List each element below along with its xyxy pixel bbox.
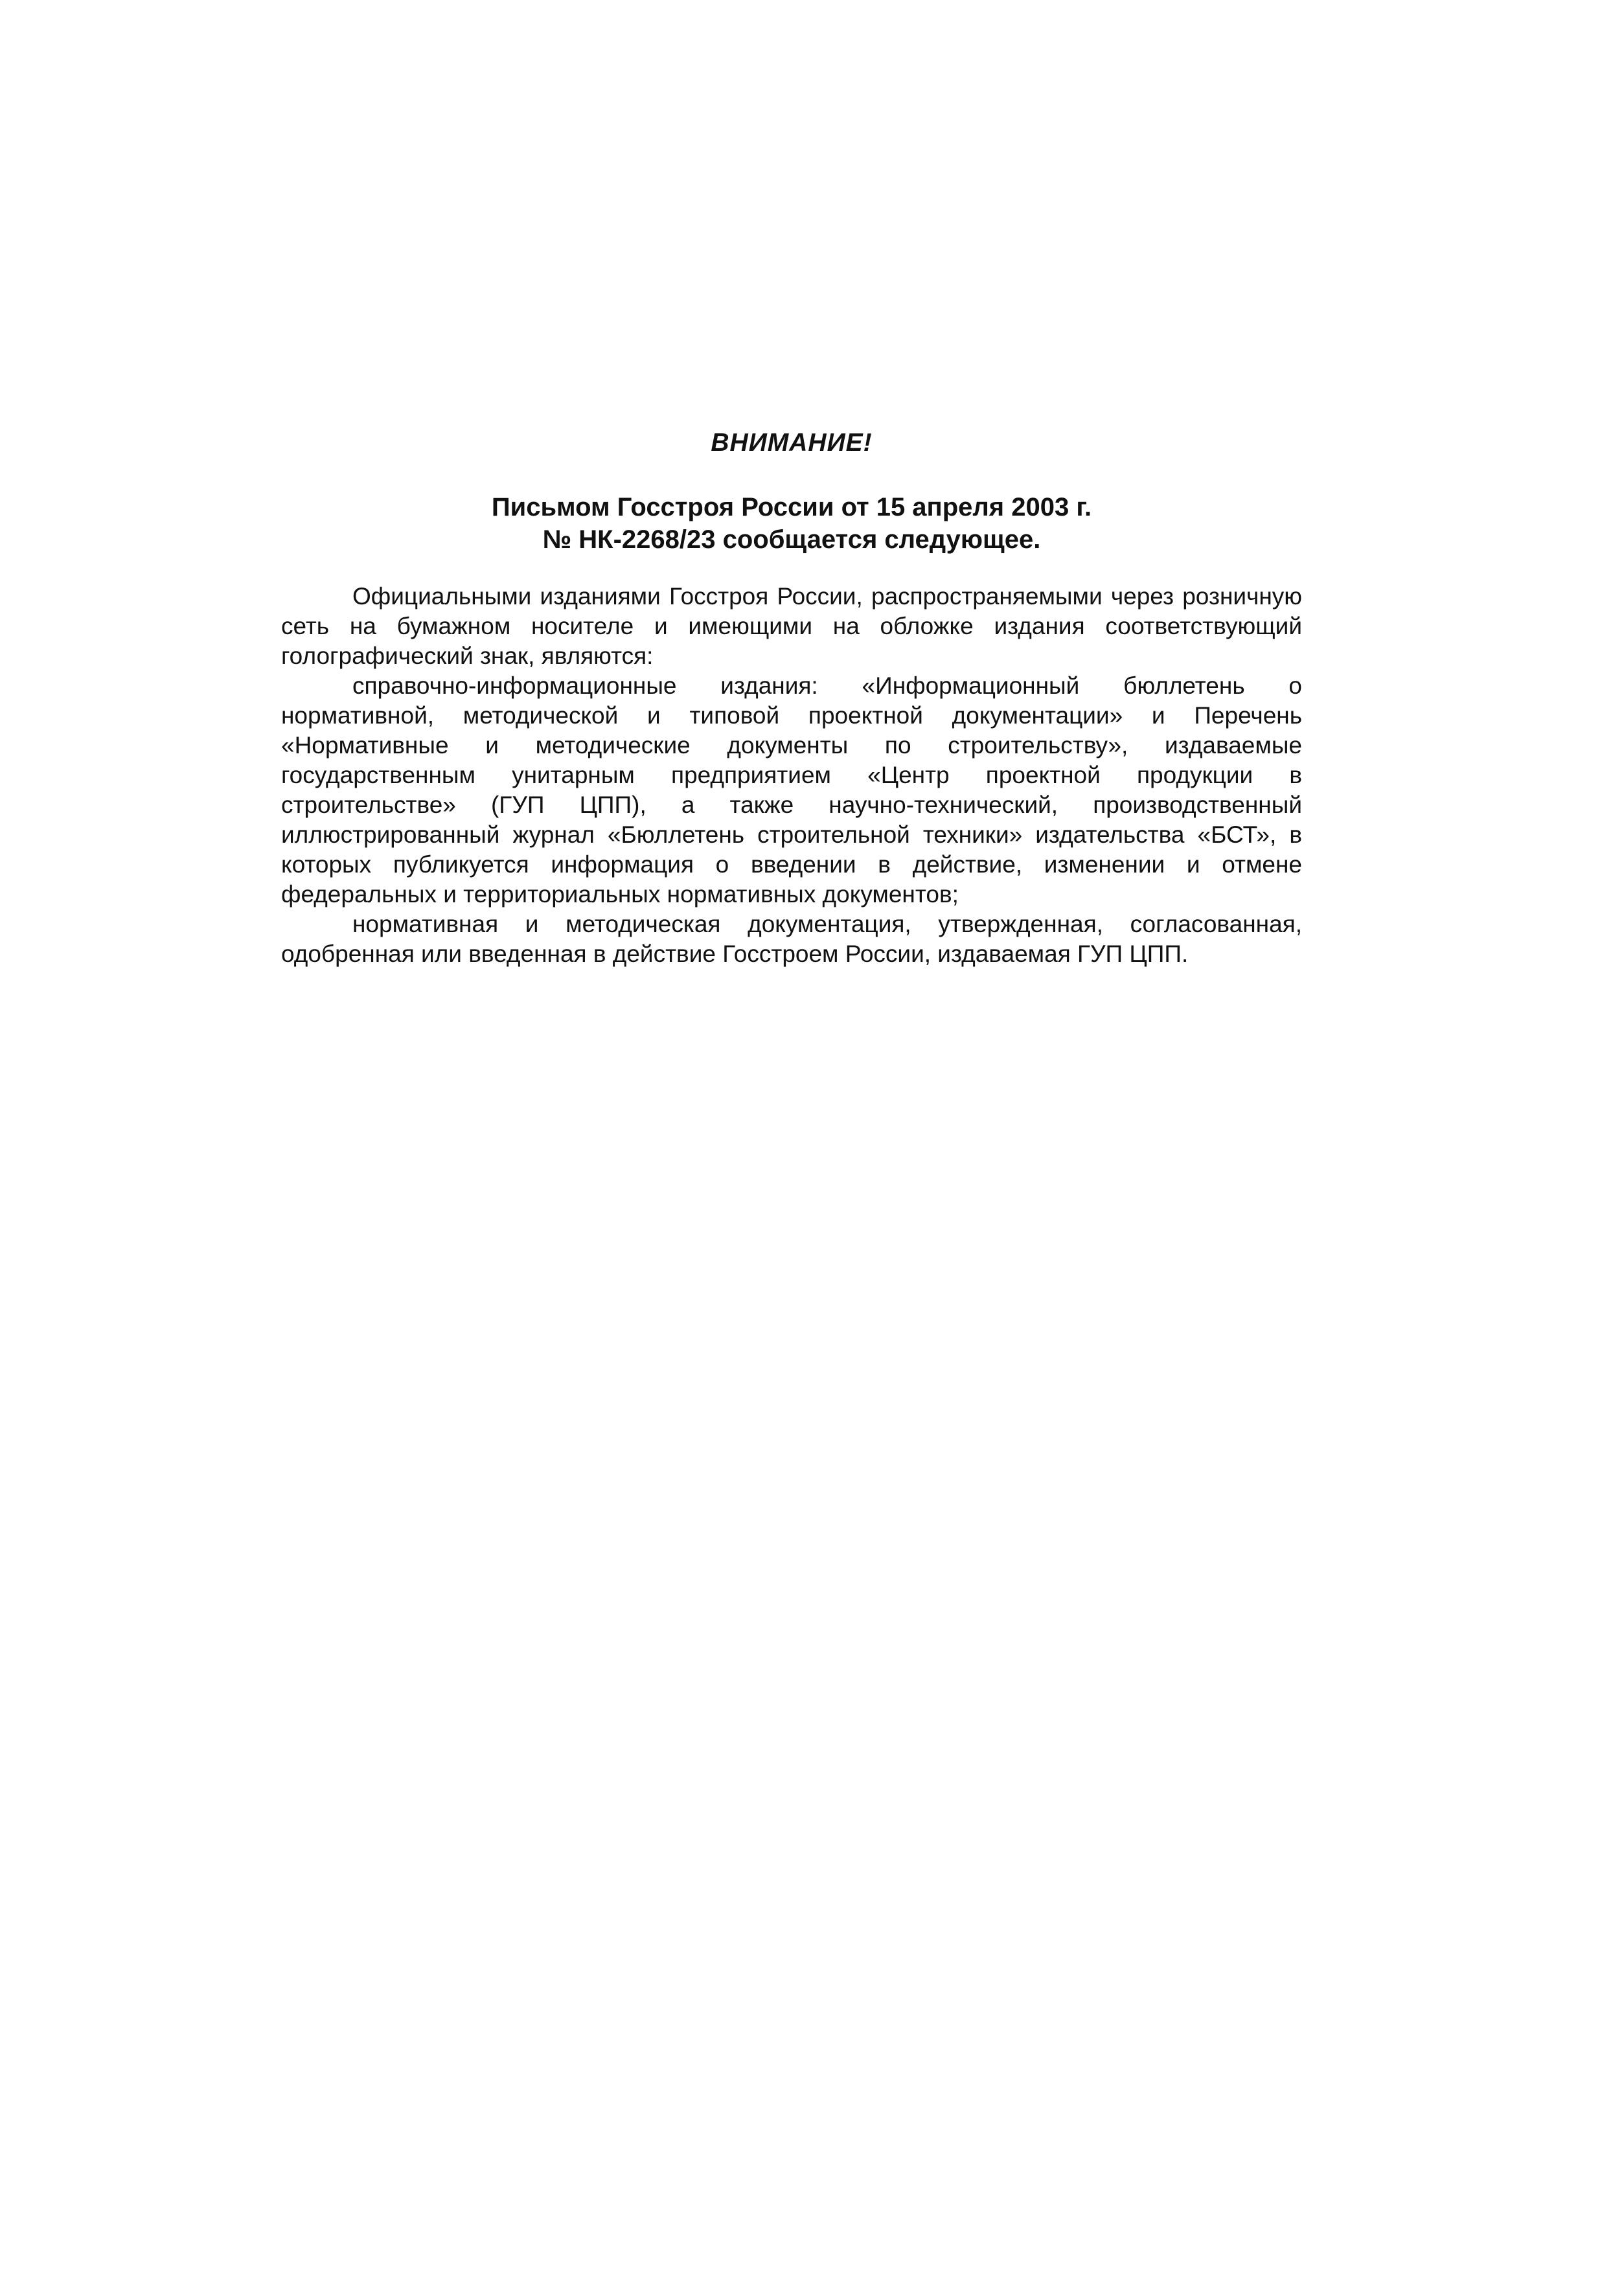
paragraph-reference-publications: справочно-информационные издания: «Информационный бюллетень о нормативной, методической и типовой проектной документации» и Перечень «Нормативные и методические документы по строительству», издаваемые государственным унитарным предприятием «Центр проектной продукции в строительстве» (ГУП ЦПП), а также научно-технический, производственный иллюстрированный журнал «Бюллетень строительной техники» издательства «БСТ», в которых публикуется информация о введении в действие, изменении и отмене федеральных и территориальных нормативных документов; xyxy=(281,672,1302,908)
notice-block xyxy=(281,428,1302,969)
notice-subtitle-line-1: Письмом Госстроя России от 15 апреля 2003 г. xyxy=(491,493,1092,521)
notice-title: ВНИМАНИЕ! xyxy=(711,429,873,457)
paragraph-intro: Официальными изданиями Госстроя России, распространяемыми через розничную сеть на бумажном носителе и имеющими на обложке издания соответствующий голографический знак, являются: xyxy=(281,583,1302,669)
paragraph-normative-documentation: нормативная и методическая документация, утвержденная, согласованная, одобренная или введенная в действие Госстроем России, издаваемая ГУП ЦПП. xyxy=(281,911,1302,967)
notice-subtitle xyxy=(281,491,1302,556)
notice-subtitle-line-2: № НК-2268/23 сообщается следующее. xyxy=(542,525,1041,554)
